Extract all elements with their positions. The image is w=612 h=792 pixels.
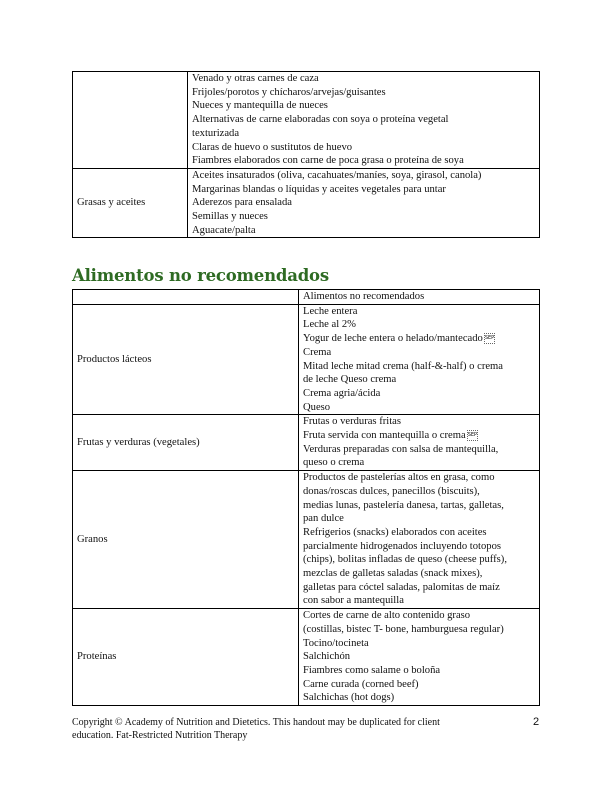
category-cell: Proteínas — [73, 609, 299, 706]
list-item: Fiambres como salame o boloña — [303, 664, 441, 676]
list-item: Frutas o verduras fritas — [303, 416, 401, 428]
list-item: Fruta servida con mantequilla o crema SEP — [303, 430, 478, 442]
category-cell — [73, 72, 188, 169]
list-item: Aceites insaturados (oliva, cacahuates/maníes, soya, girasol, canola) — [192, 169, 482, 181]
list-item: galletas para cóctel saladas, palomitas de maíz — [303, 581, 500, 593]
table-row — [73, 304, 540, 415]
list-item: Yogur de leche entera o helado/mantecado SEP — [303, 333, 495, 345]
list-item: Aderezos para ensalada — [192, 197, 292, 209]
not-recommended-foods-table — [72, 289, 540, 706]
category-cell: Granos — [73, 471, 299, 609]
header-cell: Alimentos no recomendados — [299, 290, 540, 305]
footer-line: education. Fat-Restricted Nutrition Therapy — [72, 730, 248, 741]
list-item: pan dulce — [303, 513, 344, 525]
table-row — [73, 72, 540, 169]
list-item: Cortes de carne de alto contenido graso — [303, 610, 471, 622]
list-item: (costillas, bistec T- bone, hamburguesa regular) — [303, 623, 504, 635]
list-item: Tocino/tocineta — [303, 637, 369, 649]
list-item: Semillas y nueces — [192, 211, 268, 223]
list-item: Aguacate/palta — [192, 224, 256, 236]
list-item: mezclas de galletas saladas (snack mixes), — [303, 568, 483, 580]
list-item: texturizada — [192, 127, 240, 139]
list-item: Salchichas (hot dogs) — [303, 692, 395, 704]
list-item: (chips), bolitas infladas de queso (cheese puffs), — [303, 554, 507, 566]
list-item: con sabor a mantequilla — [303, 595, 404, 607]
list-item: Nueces y mantequilla de nueces — [192, 100, 328, 112]
header-cell — [73, 290, 299, 305]
table-row — [73, 415, 540, 471]
items-cell — [188, 72, 540, 169]
list-item: Claras de huevo o sustitutos de huevo — [192, 141, 353, 153]
items-cell — [188, 168, 540, 238]
footer-copyright — [72, 716, 512, 742]
table-row — [73, 609, 540, 706]
list-item: Crema — [303, 346, 332, 358]
category-cell: Grasas y aceites — [73, 168, 188, 238]
table-header-row — [73, 290, 540, 305]
category-cell: Frutas y verduras (vegetales) — [73, 415, 299, 471]
items-cell — [299, 471, 540, 609]
list-item: Mitad leche mitad crema (half-&-half) o crema — [303, 360, 504, 372]
list-item: queso o crema — [303, 457, 365, 469]
list-item: de leche Queso crema — [303, 374, 397, 386]
list-item: Fiambres elaborados con carne de poca grasa o proteína de soya — [192, 155, 464, 167]
separator-glyph-icon: SEP — [484, 333, 495, 344]
list-item: donas/roscas dulces, panecillos (biscuits), — [303, 485, 480, 497]
separator-glyph-icon: SEP — [467, 430, 478, 441]
page-number: 2 — [533, 716, 540, 728]
items-cell — [299, 304, 540, 415]
section-title: Alimentos no recomendados — [72, 266, 329, 285]
category-cell: Productos lácteos — [73, 304, 299, 415]
list-item: Queso — [303, 401, 331, 413]
items-cell — [299, 415, 540, 471]
table-row — [73, 168, 540, 238]
list-item: Refrigerios (snacks) elaborados con aceites — [303, 526, 487, 538]
items-cell — [299, 609, 540, 706]
list-item: parcialmente hidrogenados incluyendo totopos — [303, 540, 501, 552]
list-item: medias lunas, pastelería danesa, tartas, galletas, — [303, 499, 504, 511]
list-item: Margarinas blandas o líquidas y aceites vegetales para untar — [192, 183, 446, 195]
list-item: Frijoles/porotos y chícharos/arvejas/guisantes — [192, 86, 386, 98]
list-item: Carne curada (corned beef) — [303, 678, 419, 690]
list-item: Leche al 2% — [303, 319, 356, 331]
list-item: Venado y otras carnes de caza — [192, 73, 319, 84]
list-item: Productos de pastelerías altos en grasa, como — [303, 472, 495, 484]
list-item: Leche entera — [303, 305, 358, 317]
list-item: Verduras preparadas con salsa de mantequilla, — [303, 443, 499, 455]
table-row — [73, 471, 540, 609]
footer-line: Copyright © Academy of Nutrition and Dietetics. This handout may be duplicated for client — [72, 717, 440, 728]
list-item: Crema agria/ácida — [303, 387, 381, 399]
recommended-foods-table-continued — [72, 71, 540, 238]
list-item: Salchichón — [303, 651, 351, 663]
list-item: Alternativas de carne elaboradas con soya o proteína vegetal — [192, 114, 449, 126]
